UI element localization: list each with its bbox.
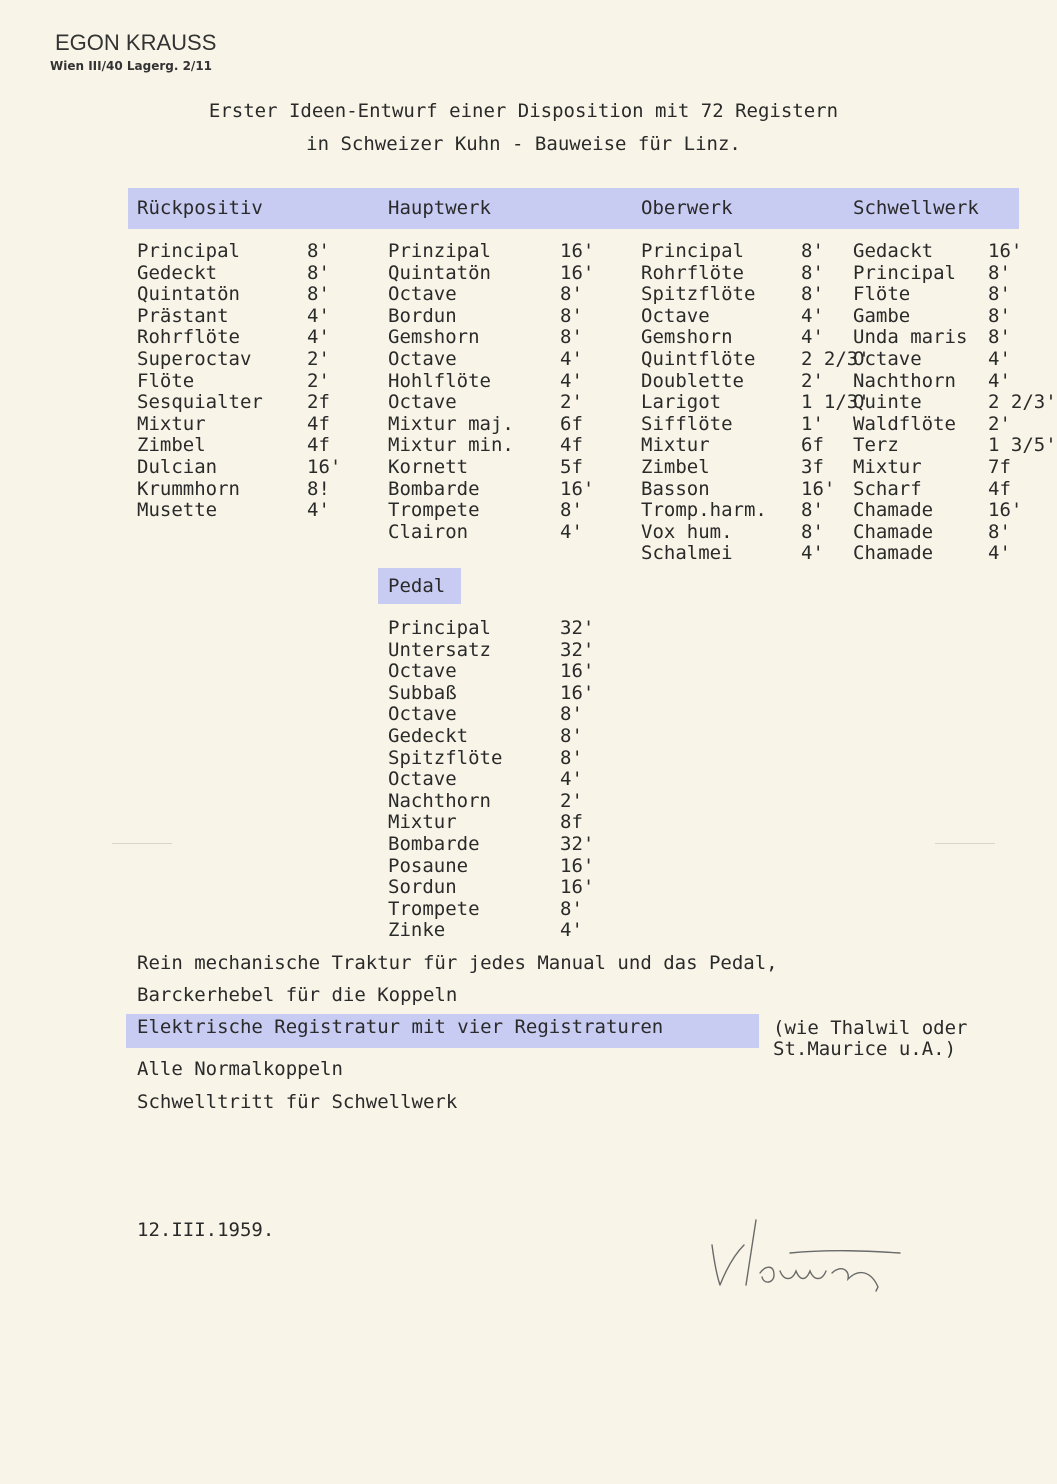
stop-pitch: 1': [801, 412, 824, 435]
stop-pitch: 8': [801, 240, 824, 262]
stop-row: [388, 834, 602, 856]
stop-name: Zimbel: [137, 434, 206, 457]
stop-name: Mixtur: [137, 412, 206, 435]
stop-pitch: 8': [560, 283, 583, 306]
stop-row: [641, 457, 851, 479]
stop-row: [641, 241, 851, 263]
stop-row: [388, 479, 602, 501]
stop-row: [641, 500, 851, 522]
stop-pitch: 8': [988, 326, 1011, 349]
stop-pitch: 1 1/3': [801, 391, 870, 414]
stop-list-oberwerk: [641, 240, 870, 565]
stop-row: [853, 500, 1039, 522]
stop-pitch: 8': [801, 283, 824, 306]
stop-row: [853, 241, 1039, 263]
stop-row: [853, 371, 1039, 393]
stop-name: Sifflöte: [641, 412, 733, 435]
stop-row: [641, 479, 851, 501]
division-heading-rueckpositiv: Rückpositiv: [137, 197, 263, 219]
stop-name: Octave: [388, 703, 457, 726]
stop-pitch: 8': [560, 304, 583, 327]
stop-pitch: 8': [560, 703, 583, 726]
stop-name: Schalmei: [641, 542, 733, 565]
stop-pitch: 16': [560, 660, 595, 683]
note-mechanical-action: Rein mechanische Traktur für jedes Manual und das Pedal,: [137, 952, 778, 974]
stop-pitch: 4f: [560, 434, 583, 457]
stop-row: [388, 392, 602, 414]
stop-row: [388, 899, 602, 921]
stop-pitch: 8': [307, 283, 330, 306]
stop-row: [641, 327, 851, 349]
stop-row: [853, 479, 1039, 501]
stop-row: [853, 349, 1039, 371]
stop-pitch: 4f: [988, 477, 1011, 500]
stop-pitch: 8': [560, 746, 583, 769]
note-swell-pedal: Schwelltritt für Schwellwerk: [137, 1091, 458, 1113]
stop-pitch: 4': [560, 347, 583, 370]
stop-row: [388, 306, 602, 328]
stop-name: Octave: [388, 347, 457, 370]
stop-name: Prästant: [137, 304, 229, 327]
stop-name: Zimbel: [641, 455, 710, 478]
stop-name: Larigot: [641, 391, 722, 414]
stop-pitch: 8': [801, 499, 824, 522]
stop-name: Principal: [641, 240, 744, 262]
stop-pitch: 2 2/3': [988, 391, 1057, 414]
stop-row: [388, 349, 602, 371]
stop-row: [388, 500, 602, 522]
document-date: 12.III.1959.: [137, 1219, 275, 1241]
stop-name: Subbaß: [388, 681, 457, 704]
stop-pitch: 6f: [801, 434, 824, 457]
stop-row: [137, 414, 347, 436]
stop-row: [137, 306, 347, 328]
stop-row: [388, 791, 602, 813]
stop-pitch: 8': [801, 520, 824, 543]
stop-pitch: 16': [988, 240, 1023, 262]
stop-name: Spitzflöte: [641, 283, 756, 306]
note-barker-lever: Barckerhebel für die Koppeln: [137, 984, 458, 1006]
stop-row: [137, 457, 347, 479]
stop-pitch: 4f: [307, 412, 330, 435]
division-heading-pedal-highlight: [378, 568, 461, 604]
stop-row: [388, 661, 602, 683]
stop-name: Kornett: [388, 455, 469, 478]
stop-name: Quintatön: [137, 283, 240, 306]
stop-list-rueckpositiv: [137, 241, 347, 522]
stop-pitch: 4': [988, 542, 1011, 565]
stop-pitch: 8!: [307, 477, 330, 500]
stop-pitch: 4': [560, 369, 583, 392]
stop-name: Flöte: [853, 283, 911, 306]
stop-row: [641, 543, 851, 565]
stop-name: Nachthorn: [388, 789, 491, 812]
stop-pitch: 4f: [307, 434, 330, 457]
stop-pitch: 8': [560, 499, 583, 522]
division-heading-oberwerk: Oberwerk: [641, 197, 733, 219]
stop-name: Untersatz: [388, 638, 491, 661]
stop-list-schwellwerk: [853, 240, 1057, 565]
stop-row: [641, 435, 851, 457]
stop-name: Musette: [137, 499, 218, 522]
stop-name: Octave: [388, 660, 457, 683]
stop-pitch: 2': [560, 789, 583, 812]
stop-name: Mixtur: [853, 455, 922, 478]
stop-pitch: 2': [988, 412, 1011, 435]
stop-name: Rohrflöte: [641, 261, 744, 284]
stop-name: Posaune: [388, 854, 469, 877]
stop-row: [388, 726, 602, 748]
stop-pitch: 8': [988, 520, 1011, 543]
stop-name: Gambe: [853, 304, 911, 327]
stop-name: Octave: [641, 304, 710, 327]
stop-pitch: 4': [560, 768, 583, 791]
stop-pitch: 2': [307, 347, 330, 370]
stop-name: Octave: [388, 768, 457, 791]
stop-name: Krummhorn: [137, 477, 240, 500]
stop-pitch: 16': [560, 876, 595, 899]
division-heading-schwellwerk: Schwellwerk: [853, 197, 979, 219]
stop-name: Vox hum.: [641, 520, 733, 543]
stop-name: Unda maris: [853, 326, 968, 349]
stop-row: [641, 371, 851, 393]
stop-row: [388, 920, 602, 942]
letterhead-address: Wien III/40 Lagerg. 2/11: [50, 59, 213, 73]
stop-name: Trompete: [388, 897, 480, 920]
stop-name: Mixtur: [388, 811, 457, 834]
stop-row: [853, 543, 1039, 565]
stop-row: [853, 414, 1039, 436]
stop-name: Gemshorn: [641, 326, 733, 349]
stop-row: [388, 414, 602, 436]
stop-pitch: 4': [801, 542, 824, 565]
stop-pitch: 32': [560, 832, 595, 855]
stop-pitch: 8': [988, 283, 1011, 306]
stop-row: [137, 263, 347, 285]
stop-name: Terz: [853, 434, 899, 457]
stop-name: Nachthorn: [853, 369, 956, 392]
stop-row: [137, 392, 347, 414]
stop-pitch: 4': [988, 369, 1011, 392]
stop-row: [388, 640, 602, 662]
stop-row: [137, 435, 347, 457]
stop-name: Hohlflöte: [388, 369, 491, 392]
stop-row: [137, 241, 347, 263]
document-title-line-1: Erster Ideen-Entwurf einer Disposition mit 72 Registern: [208, 100, 839, 122]
stop-row: [853, 434, 1057, 457]
note-couplers: Alle Normalkoppeln: [137, 1058, 343, 1080]
stop-name: Chamade: [853, 542, 934, 565]
stop-pitch: 4': [801, 304, 824, 327]
stop-row: [388, 263, 602, 285]
stop-row: [388, 435, 602, 457]
stop-row: [853, 391, 1057, 414]
stop-row: [853, 284, 1039, 306]
stop-row: [137, 500, 347, 522]
stop-name: Flöte: [137, 369, 195, 392]
stop-row: [388, 683, 602, 705]
division-heading-pedal: Pedal: [388, 575, 446, 597]
stop-name: Chamade: [853, 520, 934, 543]
stop-name: Gemshorn: [388, 326, 480, 349]
stop-row: [641, 306, 851, 328]
stop-pitch: 8f: [560, 811, 583, 834]
stop-row: [137, 349, 347, 371]
stop-row: [388, 618, 602, 640]
stop-pitch: 4': [307, 499, 330, 522]
stop-name: Mixtur min.: [388, 434, 514, 457]
stop-row: [853, 306, 1039, 328]
stop-name: Bombarde: [388, 477, 480, 500]
division-heading-hauptwerk: Hauptwerk: [388, 197, 491, 219]
stop-pitch: 16': [307, 455, 342, 478]
stop-row: [388, 327, 602, 349]
stop-name: Tromp.harm.: [641, 499, 767, 522]
stop-pitch: 7f: [988, 455, 1011, 478]
stop-pitch: 2': [560, 391, 583, 414]
stop-name: Quintatön: [388, 261, 491, 284]
stop-pitch: 16': [560, 240, 595, 262]
stop-pitch: 2': [801, 369, 824, 392]
stop-name: Principal: [388, 617, 491, 639]
stop-row: [641, 522, 851, 544]
stop-row: [388, 748, 602, 770]
stop-name: Gedackt: [853, 240, 934, 262]
stop-name: Scharf: [853, 477, 922, 500]
stop-row: [641, 347, 870, 371]
stop-row: [388, 241, 602, 263]
stop-row: [853, 522, 1039, 544]
stop-name: Octave: [853, 347, 922, 370]
stop-name: Sesquialter: [137, 391, 263, 414]
stop-row: [388, 856, 602, 878]
stop-row: [388, 704, 602, 726]
stop-row: [137, 371, 347, 393]
stop-name: Spitzflöte: [388, 746, 503, 769]
stop-name: Zinke: [388, 919, 446, 942]
stop-pitch: 2f: [307, 391, 330, 414]
stop-pitch: 4': [560, 919, 583, 942]
stop-row: [137, 479, 347, 501]
stop-pitch: 16': [988, 499, 1023, 522]
stop-pitch: 2': [307, 369, 330, 392]
stop-name: Doublette: [641, 369, 744, 392]
note-reference-line-2: St.Maurice u.A.): [773, 1038, 957, 1060]
stop-row: [641, 391, 870, 414]
stop-row: [388, 371, 602, 393]
stop-pitch: 8': [307, 261, 330, 284]
fold-mark-left: [112, 843, 172, 844]
note-electric-registration: Elektrische Registratur mit vier Registraturen: [137, 1016, 664, 1038]
stop-row: [641, 284, 851, 306]
stop-name: Gedeckt: [137, 261, 218, 284]
stop-pitch: 32': [560, 638, 595, 661]
stop-name: Principal: [137, 240, 240, 262]
stop-row: [388, 877, 602, 899]
stop-pitch: 8': [560, 326, 583, 349]
stop-name: Trompete: [388, 499, 480, 522]
stop-pitch: 4': [307, 326, 330, 349]
stop-name: Sordun: [388, 876, 457, 899]
stop-pitch: 16': [560, 681, 595, 704]
stop-name: Mixtur: [641, 434, 710, 457]
stop-pitch: 8': [307, 240, 330, 262]
stop-pitch: 4': [801, 326, 824, 349]
stop-name: Octave: [388, 283, 457, 306]
stop-name: Principal: [853, 261, 956, 284]
stop-pitch: 4': [307, 304, 330, 327]
stop-row: [388, 457, 602, 479]
stop-name: Gedeckt: [388, 724, 469, 747]
stop-pitch: 5f: [560, 455, 583, 478]
stop-pitch: 8': [988, 261, 1011, 284]
stop-pitch: 8': [801, 261, 824, 284]
stop-pitch: 6f: [560, 412, 583, 435]
stop-name: Mixtur maj.: [388, 412, 514, 435]
stop-list-hauptwerk: [388, 241, 602, 543]
stop-pitch: 4': [560, 520, 583, 543]
stop-name: Dulcian: [137, 455, 218, 478]
fold-mark-right: [935, 843, 995, 844]
stop-row: [388, 812, 602, 834]
stop-pitch: 16': [560, 477, 595, 500]
stop-name: Quintflöte: [641, 347, 756, 370]
stop-name: Basson: [641, 477, 710, 500]
letterhead-name: EGON KRAUSS: [55, 30, 217, 55]
stop-pitch: 8': [560, 897, 583, 920]
stop-name: Prinzipal: [388, 240, 491, 262]
stop-pitch: 3f: [801, 455, 824, 478]
stop-name: Octave: [388, 391, 457, 414]
note-reference: [773, 1018, 967, 1060]
stop-pitch: 1 3/5': [988, 434, 1057, 457]
stop-name: Bombarde: [388, 832, 480, 855]
stop-pitch: 16': [560, 854, 595, 877]
stop-row: [388, 522, 602, 544]
stop-name: Bordun: [388, 304, 457, 327]
note-reference-line-1: (wie Thalwil oder: [773, 1017, 968, 1039]
stop-pitch: 2 2/3': [801, 347, 870, 370]
stop-pitch: 8': [988, 304, 1011, 327]
stop-row: [853, 327, 1039, 349]
stop-list-pedal: [388, 618, 602, 942]
stop-row: [853, 263, 1039, 285]
stop-row: [137, 327, 347, 349]
stop-row: [137, 284, 347, 306]
stop-row: [641, 414, 851, 436]
stop-name: Rohrflöte: [137, 326, 240, 349]
stop-row: [388, 284, 602, 306]
stop-pitch: 8': [560, 724, 583, 747]
stop-name: Waldflöte: [853, 412, 956, 435]
document-title-line-2: in Schweizer Kuhn - Bauweise für Linz.: [306, 133, 741, 155]
stop-pitch: 4': [988, 347, 1011, 370]
stop-pitch: 16': [801, 477, 836, 500]
stop-name: Chamade: [853, 499, 934, 522]
stop-name: Quinte: [853, 391, 922, 414]
stop-pitch: 32': [560, 617, 595, 639]
stop-row: [853, 457, 1039, 479]
stop-name: Clairon: [388, 520, 469, 543]
handwritten-signature: [700, 1215, 910, 1305]
stop-row: [641, 263, 851, 285]
stop-pitch: 16': [560, 261, 595, 284]
stop-name: Superoctav: [137, 347, 252, 370]
stop-row: [388, 769, 602, 791]
